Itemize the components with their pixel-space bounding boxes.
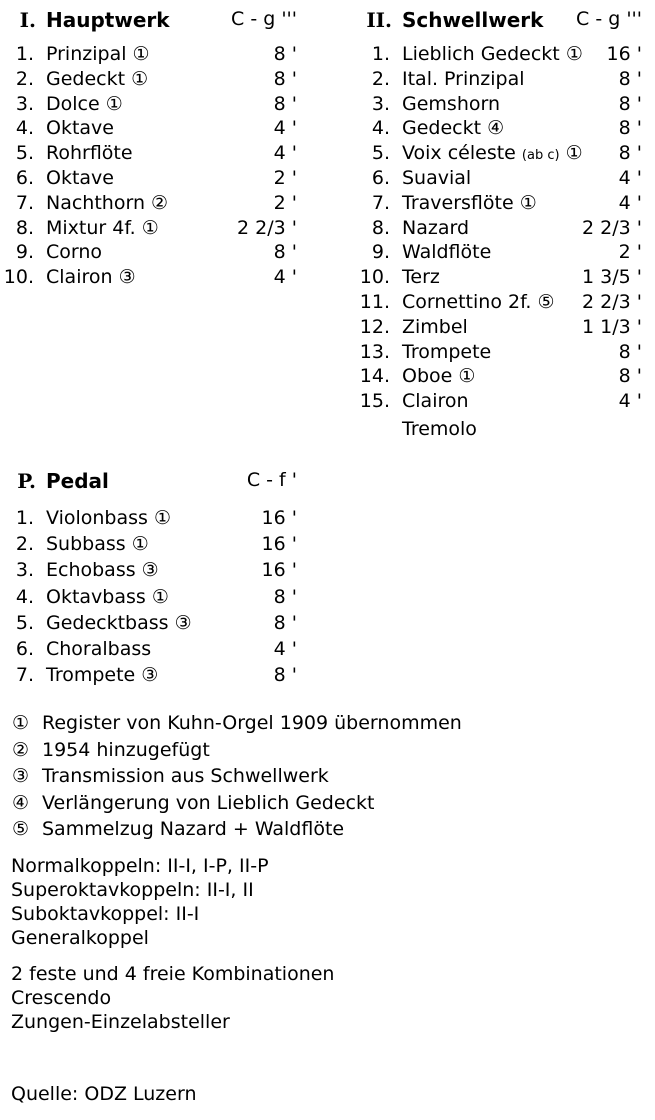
- stop-label: Trompete: [402, 340, 492, 363]
- stop-name: [402, 191, 537, 216]
- compass-range: C - g ''': [231, 8, 297, 30]
- footnote: [12, 737, 462, 764]
- footnote-mark: ①: [131, 533, 149, 556]
- division-name: Pedal: [46, 469, 109, 493]
- stop-name: [46, 662, 158, 688]
- stop-index: 6.: [15, 637, 34, 660]
- stop-index: 14.: [359, 365, 390, 388]
- stop-index: 5.: [371, 142, 390, 165]
- stop-name: [46, 42, 150, 67]
- footnote: [12, 710, 462, 737]
- stop-label: Rohrflöte: [46, 142, 133, 165]
- footnote-mark: ⑤: [12, 818, 30, 840]
- stop-label: Subbass: [46, 533, 126, 556]
- coupler-line: Generalkoppel: [11, 927, 149, 949]
- aid-line: Zungen-Einzelabsteller: [11, 1011, 230, 1033]
- compass-range: C - g ''': [576, 8, 642, 30]
- stop-row: [0, 240, 297, 265]
- stop-index: 11.: [359, 290, 390, 313]
- stop-name: [46, 67, 148, 92]
- stop-label: Nachthorn: [46, 191, 145, 214]
- footnote-mark: ①: [132, 43, 150, 65]
- stop-row: [0, 92, 297, 117]
- stop-row: [0, 557, 297, 583]
- stop-pitch: 4 ': [618, 166, 642, 189]
- stop-index: 7.: [15, 664, 34, 687]
- stop-row: [0, 610, 297, 636]
- footnote-text: Transmission aus Schwellwerk: [42, 765, 329, 787]
- footnote-mark: ①: [12, 712, 30, 734]
- stop-name: [402, 166, 471, 191]
- stop-index: 9.: [15, 241, 34, 264]
- stop-label: Clairon: [402, 390, 469, 413]
- footnote: [12, 816, 462, 843]
- stop-row: [0, 584, 297, 610]
- footnote-mark: ①: [141, 216, 159, 239]
- stop-name: [46, 141, 133, 166]
- stop-row: [0, 42, 297, 67]
- stop-row: [356, 315, 642, 340]
- stop-name: [46, 116, 114, 141]
- stop-pitch: 8 ': [618, 67, 642, 90]
- division-number: P.: [17, 469, 36, 493]
- footnote-mark: ①: [519, 191, 537, 214]
- stop-name: [402, 42, 583, 67]
- aid-line: Crescendo: [11, 987, 112, 1009]
- stop-pitch: 4 ': [618, 390, 642, 413]
- division-hauptwerk: [0, 8, 297, 290]
- stop-label: Oktavbass: [46, 585, 146, 608]
- stop-name: [46, 557, 159, 583]
- footnote-mark: ②: [151, 191, 169, 214]
- stop-name: [402, 340, 491, 365]
- stop-name: [46, 505, 171, 531]
- stop-label: Voix céleste: [402, 142, 516, 165]
- footnote-mark: ①: [131, 67, 149, 90]
- stop-index: 1.: [15, 507, 34, 529]
- stop-index: 1.: [15, 43, 34, 65]
- stop-name: [402, 364, 475, 389]
- stop-pitch: 1 3/5 ': [582, 266, 642, 289]
- stop-pitch: 8 ': [273, 241, 297, 264]
- stop-label: Gemshorn: [402, 92, 501, 115]
- stop-row: [356, 389, 642, 414]
- stop-index: 6.: [371, 166, 390, 189]
- stop-pitch: 2 ': [273, 166, 297, 189]
- stop-label: Waldflöte: [402, 241, 492, 264]
- stop-index: 10.: [3, 266, 34, 289]
- stop-index: 7.: [15, 191, 34, 214]
- stop-list: [0, 505, 297, 688]
- stop-name: [46, 531, 149, 557]
- stop-name: [46, 166, 114, 191]
- stop-pitch: 4 ': [618, 191, 642, 214]
- coupler-line: Normalkoppeln: II-I, I-P, II-P: [11, 855, 269, 877]
- division-header: [356, 8, 642, 34]
- stop-row: [0, 191, 297, 216]
- stop-pitch: 2 ': [618, 241, 642, 264]
- stop-row: [0, 216, 297, 241]
- stop-pitch: 8 ': [618, 117, 642, 140]
- stop-pitch: 2 ': [273, 191, 297, 214]
- footnote-text: Verlängerung von Lieblich Gedeckt: [42, 791, 375, 814]
- stop-name: [402, 389, 469, 414]
- stop-pitch: 16 ': [261, 507, 297, 529]
- stop-label: Prinzipal: [46, 43, 127, 65]
- stop-name: [402, 67, 525, 92]
- stop-index: 6.: [15, 166, 34, 189]
- footnote-mark: ①: [153, 507, 172, 529]
- stop-range-note: (ab c): [521, 148, 560, 164]
- stop-name: [46, 216, 159, 241]
- stop-label: Gedeckt: [46, 67, 126, 90]
- stop-pitch: 8 ': [273, 43, 297, 65]
- stop-label: Gedeckt: [402, 117, 482, 140]
- stop-row: [0, 636, 297, 662]
- coupler-line: Superoktavkoppeln: II-I, II: [11, 879, 254, 901]
- stop-index: 4.: [15, 117, 34, 140]
- stop-pitch: 8 ': [618, 92, 642, 115]
- stop-name: [46, 92, 123, 117]
- stop-label: Zimbel: [402, 315, 468, 338]
- stop-row: [356, 216, 642, 241]
- stop-index: 8.: [15, 216, 34, 239]
- footnote-mark: ③: [12, 765, 30, 787]
- stop-row: [0, 265, 297, 290]
- stop-pitch: 16 ': [261, 533, 297, 556]
- stop-label: Oktave: [46, 117, 114, 140]
- stop-pitch: 8 ': [273, 611, 297, 634]
- footnote-text: Sammelzug Nazard + Waldflöte: [42, 818, 345, 840]
- stop-pitch: 16 ': [606, 43, 642, 65]
- stop-pitch: 4 ': [273, 266, 297, 289]
- division-name: Hauptwerk: [46, 8, 170, 32]
- stop-index: 2.: [15, 67, 34, 90]
- stop-pitch: 2 2/3 ': [237, 216, 297, 239]
- stop-pitch: 8 ': [273, 664, 297, 687]
- stop-index: 4.: [15, 585, 34, 608]
- stop-index: 2.: [15, 533, 34, 556]
- aid-line: 2 feste und 4 freie Kombinationen: [11, 963, 335, 985]
- stop-row: [356, 141, 642, 166]
- stop-index: 7.: [371, 191, 390, 214]
- stop-index: 5.: [15, 142, 34, 165]
- tremolo-label: Tremolo: [402, 418, 477, 440]
- stop-label: Violonbass: [46, 507, 148, 529]
- coupler-line: Suboktavkoppel: II-I: [11, 903, 200, 925]
- stop-name: [46, 265, 136, 290]
- footnote-mark: ③: [141, 664, 159, 687]
- stop-name: [402, 216, 469, 241]
- stop-index: 13.: [359, 340, 390, 363]
- stop-pitch: 8 ': [273, 92, 297, 115]
- stop-pitch: 4 ': [273, 637, 297, 660]
- stop-pitch: 2 2/3 ': [582, 216, 642, 239]
- stop-pitch: 8 ': [618, 142, 642, 165]
- stop-label: Lieblich Gedeckt: [402, 43, 560, 65]
- couplers: [11, 854, 269, 950]
- footnote-mark: ②: [12, 738, 30, 761]
- footnote-mark: ③: [118, 266, 136, 289]
- stop-name: [402, 315, 468, 340]
- stop-name: [46, 191, 168, 216]
- division-header: [0, 8, 297, 34]
- footnote-mark: ①: [105, 92, 123, 115]
- playing-aids: [11, 962, 334, 1034]
- stop-label: Nazard: [402, 216, 470, 239]
- source-note: Quelle: ODZ Luzern: [11, 1083, 197, 1105]
- stop-label: Terz: [402, 266, 440, 289]
- stop-label: Corno: [46, 241, 103, 264]
- footnote-mark: ⑤: [537, 290, 555, 313]
- footnote-text: 1954 hinzugefügt: [42, 738, 210, 761]
- stop-index: 3.: [15, 92, 34, 115]
- stop-name: [402, 92, 500, 117]
- footnote-mark: ③: [174, 611, 192, 634]
- footnote: [12, 790, 462, 817]
- stop-row: [356, 92, 642, 117]
- stop-name: [46, 584, 169, 610]
- stop-index: 12.: [359, 315, 390, 338]
- stop-list: [0, 42, 297, 290]
- stop-row: [356, 265, 642, 290]
- footnote-mark: ①: [565, 142, 583, 165]
- stop-pitch: 8 ': [273, 67, 297, 90]
- division-name: Schwellwerk: [402, 8, 544, 32]
- stop-pitch: 1 1/3 ': [582, 315, 642, 338]
- stop-label: Ital. Prinzipal: [402, 67, 525, 90]
- stop-list: [356, 42, 642, 414]
- footnote-mark: ④: [487, 117, 505, 140]
- stop-index: 3.: [15, 559, 34, 582]
- stop-row: [356, 340, 642, 365]
- stop-row: [356, 116, 642, 141]
- stop-row: [0, 662, 297, 688]
- footnotes: [12, 710, 462, 843]
- stop-row: [0, 166, 297, 191]
- stop-name: [402, 240, 491, 265]
- stop-name: [402, 290, 555, 315]
- stop-name: [46, 240, 102, 265]
- stop-index: 9.: [371, 241, 390, 264]
- stop-row: [0, 116, 297, 141]
- footnote-mark: ①: [151, 585, 169, 608]
- stop-pitch: 16 ': [261, 559, 297, 582]
- stop-label: Mixtur 4f.: [46, 216, 136, 239]
- footnote: [12, 763, 462, 790]
- stop-pitch: 8 ': [618, 340, 642, 363]
- stop-index: 8.: [371, 216, 390, 239]
- footnote-text: Register von Kuhn-Orgel 1909 übernommen: [42, 712, 462, 734]
- division-header: [0, 469, 297, 495]
- stop-index: 5.: [15, 611, 34, 634]
- stop-index: 2.: [371, 67, 390, 90]
- stop-pitch: 4 ': [273, 117, 297, 140]
- compass-range: C - f ': [246, 469, 297, 491]
- stop-row: [356, 42, 642, 67]
- stop-row: [356, 364, 642, 389]
- stop-row: [356, 67, 642, 92]
- stop-label: Choralbass: [46, 637, 152, 660]
- stop-label: Oktave: [46, 166, 114, 189]
- footnote-mark: ③: [141, 559, 159, 582]
- stop-label: Trompete: [46, 664, 136, 687]
- stop-row: [0, 67, 297, 92]
- stop-row: [356, 290, 642, 315]
- stop-label: Cornettino 2f.: [402, 290, 532, 313]
- stop-label: Echobass: [46, 559, 136, 582]
- footnote-mark: ①: [565, 43, 583, 65]
- stop-row: [356, 166, 642, 191]
- stop-label: Dolce: [46, 92, 100, 115]
- stop-pitch: 4 ': [273, 142, 297, 165]
- stop-row: [356, 191, 642, 216]
- stop-name: [46, 610, 192, 636]
- stop-name: [46, 636, 151, 662]
- stop-pitch: 2 2/3 ': [582, 290, 642, 313]
- stop-pitch: 8 ': [273, 585, 297, 608]
- stop-index: 1.: [371, 43, 390, 65]
- stop-label: Gedecktbass: [46, 611, 169, 634]
- stop-index: 10.: [359, 266, 390, 289]
- stop-name: [402, 116, 504, 141]
- footnote-mark: ④: [12, 791, 30, 814]
- stop-label: Traversflöte: [402, 191, 514, 214]
- division-number: II.: [366, 8, 392, 32]
- division-pedal: [0, 469, 297, 688]
- division-number: I.: [19, 8, 36, 32]
- stop-row: [0, 505, 297, 531]
- stop-row: [356, 240, 642, 265]
- stop-pitch: 8 ': [618, 365, 642, 388]
- stop-row: [0, 141, 297, 166]
- stop-index: 15.: [359, 390, 390, 413]
- stop-label: Suavial: [402, 166, 472, 189]
- stop-name: [402, 141, 583, 169]
- division-schwellwerk: [356, 8, 642, 440]
- stop-label: Oboe: [402, 365, 453, 388]
- stop-name: [402, 265, 440, 290]
- stop-index: 4.: [371, 117, 390, 140]
- stop-index: 3.: [371, 92, 390, 115]
- stop-row: [0, 531, 297, 557]
- footnote-mark: ①: [458, 365, 476, 388]
- stop-label: Clairon: [46, 266, 113, 289]
